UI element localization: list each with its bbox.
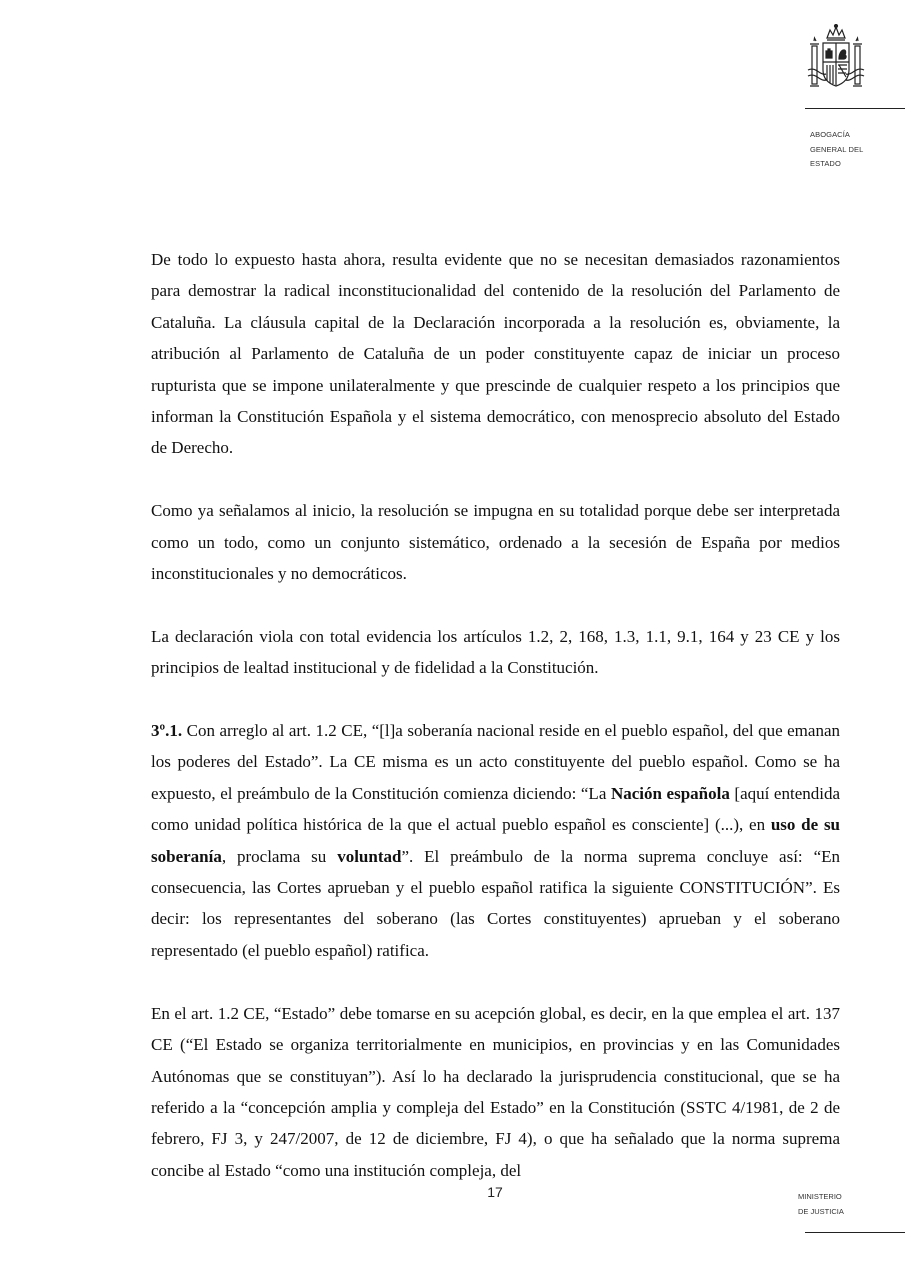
paragraph-text: ”. El preámbulo de la norma suprema concluye así: “En consecuencia, las Cortes aprueban y el pueblo español ratifica la siguiente CONSTITUCIÓN”. Es decir: los representantes del soberano (las Cortes constituyentes) aprueban y el soberano representado (el pueblo español) ratifica. (151, 846, 840, 960)
footer-ministry (798, 1189, 844, 1219)
org-line: GENERAL DEL (810, 144, 864, 154)
paragraph-text: , proclama su (221, 846, 338, 866)
emphasis: uso de su soberanía (151, 815, 840, 866)
paragraph: Como ya señalamos al inicio, la resolución se impugna en su totalidad porque debe ser interpretada como un todo, como un conjunto sistemático, ordenado a la secesión de España por medios inconstitucionales y no democráticos. (151, 501, 840, 584)
header-rule (805, 108, 905, 109)
paragraph (151, 715, 840, 966)
document-body (151, 244, 840, 1182)
section-number: 3º.1. (151, 721, 183, 741)
paragraph-text: Con arreglo al art. 1.2 CE, “[l]a soberanía nacional reside en el pueblo español, del que emanan los poderes del Estado”. La CE misma es un acto constituyente del pueblo español. Como se ha expuesto, el preámbulo de la Constitución comienza diciendo: “La (151, 721, 840, 803)
paragraph: La declaración viola con total evidencia los artículos 1.2, 2, 168, 1.3, 1.1, 9.1, 164 y 23 CE y los principios de lealtad institucional y de fidelidad a la Constitución. (151, 626, 840, 678)
header-organization (810, 128, 863, 172)
paragraph-text: [aquí entendida como unidad política histórica de la que el actual pueblo español es consciente] (...), en (151, 783, 840, 835)
emphasis: voluntad (337, 846, 402, 866)
emphasis: Nación española (610, 783, 730, 803)
ministry-line: DE JUSTICIA (798, 1207, 844, 1216)
org-line: ESTADO (810, 159, 841, 168)
page-number: 17 (487, 1184, 503, 1200)
paragraph: De todo lo expuesto hasta ahora, resulta evidente que no se necesitan demasiados razonamientos para demostrar la radical inconstitucionalidad del contenido de la resolución del Parlamento de Cataluña. La cláusula capital de la Declaración incorporada a la resolución es, obviamente, la atribución al Parlamento de Cataluña de un poder constituyente capaz de iniciar un proceso rupturista que se impone unilateralmente y que prescinde de cualquier respeto a los principios que informan la Constitución Española y el sistema democrático, con menosprecio absoluto del Estado de Derecho. (151, 250, 840, 458)
spanish-coat-of-arms-icon (806, 24, 866, 94)
ministry-line: MINISTERIO (798, 1192, 842, 1201)
org-line: ABOGACÍA (810, 130, 850, 139)
footer-rule (805, 1232, 905, 1233)
paragraph: En el art. 1.2 CE, “Estado” debe tomarse en su acepción global, es decir, en la que emplea el art. 137 CE (“El Estado se organiza territorialmente en municipios, en provincias y en las Comunidades Autónomas que se constituyan”). Así lo ha declarado la jurisprudencia constitucional, que se ha referido a la “concepción amplia y compleja del Estado” en la Constitución (SSTC 4/1981, de 2 de febrero, FJ 3, y 247/2007, de 12 de diciembre, FJ 4), o que ha señalado que la norma suprema concibe al Estado “como una institución compleja, del (151, 1003, 840, 1180)
